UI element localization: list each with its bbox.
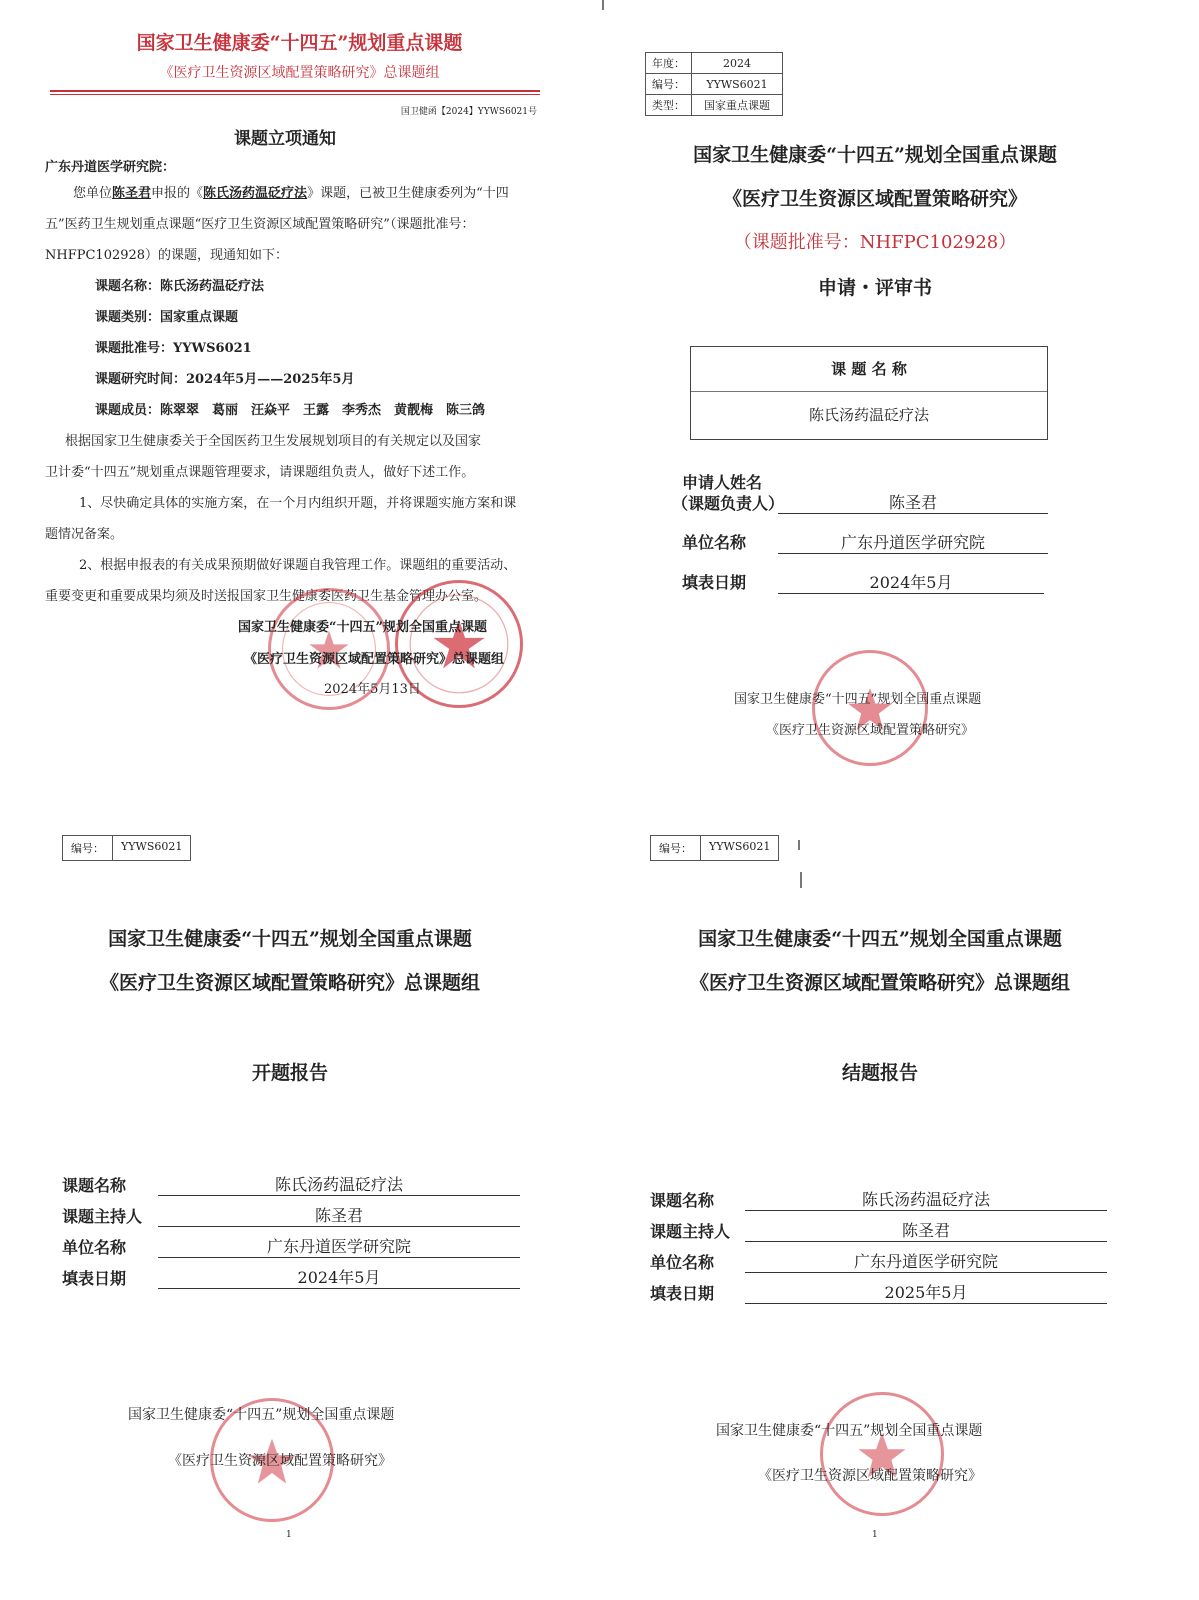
topic-name-label: 课题名称 [62, 1176, 127, 1195]
topic-name-label: 课题名称 [650, 1191, 715, 1210]
number-box [62, 835, 191, 861]
meta-type: 国家重点课题 [692, 95, 783, 116]
item-topic-name: 课题名称：陈氏汤药温砭疗法 [95, 279, 265, 294]
applicant-value: 陈圣君 [778, 490, 1048, 514]
item-topic-type: 课题类别：国家重点课题 [95, 310, 239, 325]
applicant-name: 陈圣君 [112, 186, 152, 201]
item-members: 课题成员：陈翠翠 葛丽 汪焱平 王露 李秀杰 黄靓梅 陈三鸽 [95, 403, 486, 418]
notice-date: 2024年5月13日 [324, 682, 421, 697]
application-cover-page [600, 0, 1199, 800]
page-number: 1 [286, 1530, 292, 1540]
meta-year-label: 年度： [646, 53, 692, 74]
notice-header-subtitle: 《医疗卫生资源区域配置策略研究》总课题组 [159, 65, 440, 81]
paragraph-2-line-1: 根据国家卫生健康委关于全国医药卫生发展规划项目的有关规定以及国家 [65, 434, 482, 449]
scan-mark [602, 0, 604, 10]
meta-number-label: 编号： [646, 74, 692, 95]
number-value: YYWS6021 [700, 836, 778, 860]
number-label: 编号： [659, 842, 692, 855]
topic-name-box [690, 346, 1048, 440]
cover-footer-1: 国家卫生健康委“十四五”规划全国重点课题 [734, 692, 982, 707]
cover-title-4: 申请・评审书 [817, 277, 932, 299]
signature-line-2: 《医疗卫生资源区域配置策略研究》总课题组 [244, 652, 505, 667]
topic-box-header: 课 题 名 称 [691, 347, 1047, 392]
report-footer-2: 《医疗卫生资源区域配置策略研究》 [758, 1468, 982, 1484]
paragraph-4-line-1: 2、根据申报表的有关成果预期做好课题自我管理工作。课题组的重要活动、 [79, 558, 517, 573]
report-title-1: 国家卫生健康委“十四五”规划全国重点课题 [108, 928, 472, 950]
topic-box-value: 陈氏汤药温砭疗法 [808, 406, 929, 424]
notice-title: 课题立项通知 [234, 129, 336, 149]
applicant-label-sub: （课题负责人） [672, 494, 785, 513]
addressee: 广东丹道医学研究院： [45, 160, 176, 175]
paragraph-2-line-2: 卫计委“十四五”规划重点课题管理要求，请课题组负责人，做好下述工作。 [45, 465, 475, 480]
unit-label: 单位名称 [62, 1238, 127, 1257]
paragraph-3-line-2: 题情况备案。 [45, 527, 124, 542]
unit-value: 广东丹道医学研究院 [158, 1234, 520, 1258]
notice-body [45, 178, 555, 612]
host-value: 陈圣君 [158, 1203, 520, 1227]
meta-table [645, 52, 783, 116]
paragraph-3-line-1: 1、尽快确定具体的实施方案，在一个月内组织开题，并将课题实施方案和课 [79, 496, 517, 511]
opening-report-page [0, 800, 599, 1600]
official-seal [820, 1392, 944, 1516]
report-footer-2: 《医疗卫生资源区域配置策略研究》 [168, 1453, 392, 1469]
document-number: 国卫健函【2024】YYWS6021号 [400, 107, 537, 117]
date-value: 2024年5月 [158, 1265, 520, 1289]
red-divider-thin [50, 94, 540, 95]
cover-footer-2: 《医疗卫生资源区域配置策略研究》 [766, 723, 975, 738]
host-label: 课题主持人 [62, 1207, 143, 1226]
cover-title-2: 《医疗卫生资源区域配置策略研究》 [722, 188, 1027, 210]
closing-report-page [600, 800, 1199, 1600]
topic-name: 陈氏汤药温砭疗法 [203, 186, 308, 201]
report-footer-1: 国家卫生健康委“十四五”规划全国重点课题 [128, 1407, 395, 1423]
item-approval-number: 课题批准号：YYWS6021 [95, 341, 252, 356]
meta-year: 2024 [692, 53, 783, 74]
topic-name-value: 陈氏汤药温砭疗法 [158, 1172, 520, 1196]
date-label: 填表日期 [62, 1269, 127, 1288]
scan-mark [798, 840, 800, 850]
applicant-label: 申请人姓名 [682, 473, 763, 492]
report-title-1: 国家卫生健康委“十四五”规划全国重点课题 [698, 928, 1062, 950]
signature-line-1: 国家卫生健康委“十四五”规划全国重点课题 [238, 620, 487, 635]
unit-label: 单位名称 [650, 1253, 715, 1272]
date-label: 填表日期 [650, 1284, 715, 1303]
scan-mark-2 [800, 872, 802, 888]
paragraph-1-line-2: 五”医药卫生规划重点课题“医疗卫生资源区域配置策略研究”（课题批准号： [45, 217, 475, 232]
report-footer-1: 国家卫生健康委“十四五”规划全国重点课题 [716, 1423, 983, 1439]
approval-number: （课题批准号：NHFPC102928） [733, 232, 1017, 253]
unit-value: 广东丹道医学研究院 [745, 1249, 1107, 1273]
host-label: 课题主持人 [650, 1222, 731, 1241]
number-value: YYWS6021 [112, 836, 190, 860]
topic-name-value: 陈氏汤药温砭疗法 [745, 1187, 1107, 1211]
host-value: 陈圣君 [745, 1218, 1107, 1242]
notice-page [0, 0, 599, 800]
report-type: 结题报告 [841, 1062, 918, 1084]
unit-label: 单位名称 [682, 533, 747, 552]
official-seal [812, 650, 928, 766]
date-value: 2024年5月 [778, 570, 1044, 594]
unit-value: 广东丹道医学研究院 [778, 530, 1048, 554]
cover-title-1: 国家卫生健康委“十四五”规划全国重点课题 [693, 144, 1057, 166]
date-label: 填表日期 [682, 573, 747, 592]
paragraph-4-line-2: 重要变更和重要成果均须及时送报国家卫生健康委医药卫生基金管理办公室。 [45, 589, 488, 604]
report-type: 开题报告 [251, 1062, 328, 1084]
paragraph-1-line-1: 您单位陈圣君申报的《陈氏汤药温砭疗法》课题，已被卫生健康委列为“十四 [73, 186, 509, 201]
page-number: 1 [872, 1530, 878, 1540]
meta-number: YYWS6021 [692, 74, 783, 95]
notice-header-title: 国家卫生健康委“十四五”规划重点课题 [136, 32, 463, 54]
report-title-2: 《医疗卫生资源区域配置策略研究》总课题组 [689, 972, 1070, 994]
paragraph-1-line-3: NHFPC102928）的课题，现通知如下： [45, 248, 289, 263]
report-title-2: 《医疗卫生资源区域配置策略研究》总课题组 [99, 972, 480, 994]
date-value: 2025年5月 [745, 1280, 1107, 1304]
number-label: 编号： [71, 842, 104, 855]
red-divider [50, 90, 540, 92]
meta-type-label: 类型： [646, 95, 692, 116]
number-box [650, 835, 779, 861]
item-research-period: 课题研究时间：2024年5月——2025年5月 [95, 372, 355, 387]
